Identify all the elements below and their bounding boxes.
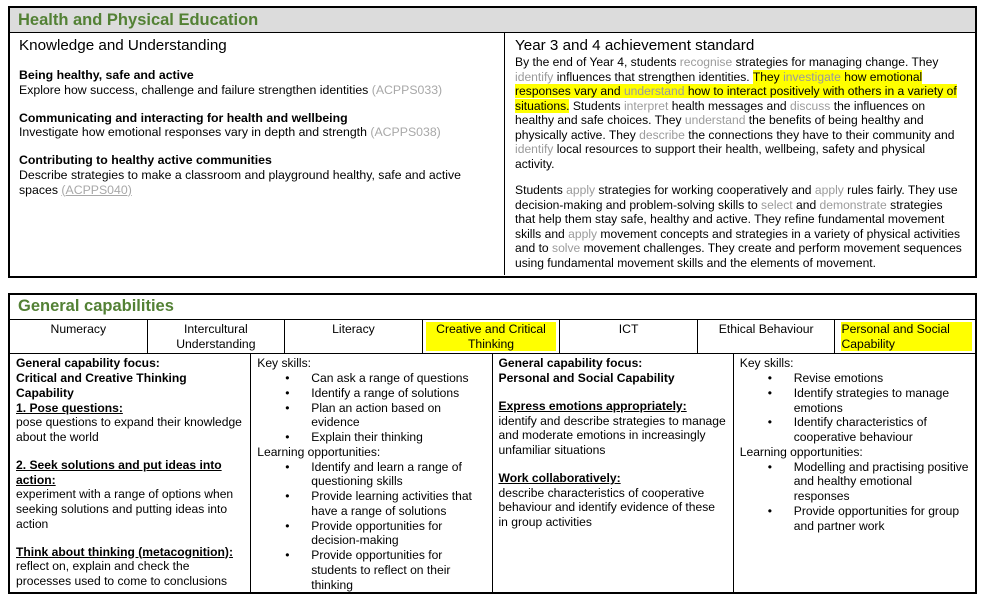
bullet-icon: • (767, 371, 772, 386)
bullet-item (740, 386, 969, 416)
body-text: strategies for managing change. They (732, 55, 939, 69)
cognition-verb-text: apply (568, 226, 598, 241)
capability-text-text: experiment with a range of options when seeking solutions and putting ideas into action (16, 487, 234, 531)
capability-spacer (16, 532, 244, 545)
capabilities-title-row (10, 295, 975, 320)
highlighted-text: understand (623, 84, 685, 98)
achievement-cell (505, 33, 975, 275)
highlighted-text: They (752, 69, 784, 84)
capability-header-label: ICT (618, 322, 639, 336)
knowledge-cell (10, 33, 505, 275)
bullet-icon: • (285, 430, 290, 445)
body-text: the influences on healthy and safe choices. They (515, 98, 926, 127)
bullet-icon: • (767, 503, 772, 518)
bullet-item (257, 401, 485, 431)
strand-title: Contributing to healthy active communities (19, 153, 272, 167)
bullet-icon: • (767, 459, 772, 474)
hpe-title-bar (10, 8, 975, 33)
capability-header-cell (698, 320, 836, 353)
capability-header-label-highlighted: Creative and Critical Thinking (426, 322, 557, 351)
strand-description (19, 83, 495, 98)
cognition-verb-text: discuss (790, 98, 831, 113)
curriculum-code: (ACPPS038) (370, 125, 441, 140)
achievement-paragraph-1 (515, 55, 965, 171)
cognition-verb-text: demonstrate (819, 197, 887, 212)
bullet-text: Explain their thinking (311, 430, 423, 445)
bullet-text: Provide opportunities for decision-making (311, 518, 443, 548)
capability-column (493, 354, 734, 594)
bullet-text: Identify strategies to manage emotions (793, 385, 950, 415)
highlighted-text: investigate (783, 69, 841, 84)
body-text: local resources to support their health, wellbeing, safety and physical activity. (515, 142, 926, 171)
capabilities-title: General capabilities (18, 297, 174, 315)
capability-label-text: Learning opportunities: (739, 444, 863, 459)
capability-header-cell (148, 320, 286, 353)
cognition-verb-text: apply (566, 183, 596, 197)
bullet-text: Identify and learn a range of questioning skills (311, 459, 462, 489)
body-text: Students (515, 183, 567, 197)
highlighted-text: how to interact positively with others in a variety of situations. (515, 84, 957, 113)
body-text: rules fairly. They use decision-making and problem-solving skills to (515, 183, 958, 212)
bullet-text: Revise emotions (793, 371, 884, 386)
body-text: strategies for working cooperatively and (595, 183, 815, 197)
capability-spacer (16, 445, 244, 458)
strand-description (19, 125, 495, 140)
cognition-verb-text: describe (639, 127, 685, 142)
hpe-body (10, 33, 975, 275)
capability-heading-text: 1. Pose questions: (16, 400, 123, 415)
bullet-item (257, 371, 485, 386)
body-text: By the end of Year 4, students (515, 55, 680, 69)
bullet-item (740, 504, 969, 534)
body-text: influences that strengthen identities. (553, 69, 753, 84)
bullet-icon: • (767, 385, 772, 400)
achievement-heading: Year 3 and 4 achievement standard (515, 37, 755, 54)
bullet-item (740, 371, 969, 386)
bullet-icon: • (285, 385, 290, 400)
capability-header-cell (835, 320, 975, 353)
capability-bold-text: Personal and Social Capability (498, 371, 675, 386)
strand-text: Explore how success, challenge and failure strengthen identities (19, 82, 372, 97)
strand-title: Communicating and interacting for health and wellbeing (19, 110, 348, 125)
cognition-verb-text: recognise (679, 55, 733, 69)
knowledge-heading: Knowledge and Understanding (19, 37, 227, 54)
bullet-item (740, 460, 969, 504)
hpe-title: Health and Physical Education (18, 10, 259, 29)
cognition-verb-text: identify (515, 142, 554, 156)
strand-description (19, 168, 495, 198)
body-text: and (792, 197, 820, 212)
bullet-text: Can ask a range of questions (311, 371, 469, 386)
capability-header-label: Intercultural Understanding (176, 322, 256, 351)
strand-item (19, 153, 495, 197)
strand-text: Investigate how emotional responses vary in depth and strength (19, 125, 371, 140)
capability-header-label: Numeracy (50, 322, 107, 336)
capabilities-section (8, 293, 977, 594)
capability-heading-text: Express emotions appropriately: (498, 398, 687, 413)
bullet-text: Identify characteristics of cooperative behaviour (793, 415, 927, 445)
capability-bold-text: General capability focus: (498, 356, 643, 371)
capabilities-body-row (10, 354, 975, 594)
capability-header-label: Literacy (332, 322, 375, 336)
body-text: movement concepts and strategies in a variety of physical activities and to (515, 226, 961, 255)
capability-header-cell (10, 320, 148, 353)
cognition-verb-text: solve (552, 241, 581, 255)
capability-bold-text: General capability focus: (16, 356, 160, 371)
body-text: health messages and (668, 98, 791, 113)
bullet-item (257, 386, 485, 401)
capability-spacer (499, 458, 727, 471)
capabilities-header-row (10, 320, 975, 354)
bullet-item (257, 460, 485, 490)
bullet-text: Plan an action based on evidence (311, 400, 442, 430)
bullet-text: Identify a range of solutions (311, 385, 460, 400)
hpe-section (8, 6, 977, 278)
bullet-text: Provide learning activities that have a range of solutions (311, 489, 472, 518)
curriculum-code: (ACPPS033) (371, 82, 443, 97)
bullet-item (257, 548, 485, 592)
bullet-icon: • (285, 371, 290, 386)
capability-header-label: Ethical Behaviour (718, 322, 814, 336)
bullet-text: Provide opportunities for group and partner work (793, 503, 960, 533)
bullet-item (257, 430, 485, 445)
capability-column (251, 354, 492, 594)
bullet-icon: • (285, 400, 290, 415)
capability-header-label-highlighted: Personal and Social Capability (841, 322, 972, 351)
capability-header-cell (560, 320, 698, 353)
capability-text-text: identify and describe strategies to manage and moderate emotions in increasingly unfamiliar situations (498, 413, 726, 458)
strand-text: Describe strategies to make a classroom and playground healthy, safe and active spaces (19, 167, 462, 197)
capability-label-text: Key skills: (739, 356, 794, 371)
cognition-verb-text: understand (684, 113, 746, 127)
strand-item (19, 111, 495, 141)
capability-heading-text: 2. Seek solutions and put ideas into action: (16, 457, 222, 487)
capability-header-cell (423, 320, 561, 353)
cognition-verb-text: identify (515, 69, 554, 84)
highlighted-text: how emotional responses vary and (515, 69, 923, 98)
bullet-item (257, 489, 485, 519)
body-text: the connections they have to their community and (684, 127, 955, 142)
bullet-item (257, 519, 485, 549)
capability-label-text: Key skills: (257, 356, 312, 371)
strand-item (19, 68, 495, 98)
capability-header-cell (285, 320, 423, 353)
capability-text-text: pose questions to expand their knowledge about the world (16, 415, 242, 445)
capability-text-text: describe characteristics of cooperative behaviour and identify evidence of these in group activities (498, 485, 715, 530)
bullet-text: Provide opportunities for students to reflect on their thinking (311, 548, 451, 592)
capability-column (10, 354, 251, 594)
capability-heading-text: Work collaboratively: (498, 470, 621, 485)
cognition-verb-text: interpret (623, 98, 669, 113)
cognition-verb-text: apply (814, 183, 844, 197)
capability-label-text: Learning opportunities: (257, 444, 381, 459)
strand-title: Being healthy, safe and active (19, 68, 194, 82)
body-text: Students (569, 98, 624, 113)
capability-column (734, 354, 975, 594)
bullet-item (740, 415, 969, 445)
capability-heading-text: Think about thinking (metacognition): (16, 544, 233, 559)
bullet-icon: • (285, 489, 290, 504)
capability-spacer (499, 386, 727, 399)
capability-bold-text: Critical and Creative Thinking Capability (16, 371, 187, 400)
body-text: strategies that help them stay safe, healthy and active. They refine fundamental movement skills and (515, 197, 945, 241)
cognition-verb-text: select (761, 197, 793, 212)
capability-text-text: reflect on, explain and check the processes used to come to conclusions (16, 559, 228, 589)
body-text: the benefits of being healthy and physically active. They (515, 113, 924, 142)
bullet-icon: • (285, 548, 290, 563)
bullet-icon: • (285, 518, 290, 533)
achievement-paragraph-2 (515, 183, 965, 270)
bullet-icon: • (767, 415, 772, 430)
body-text: movement challenges. They create and perform movement sequences using fundamental movement skills and the elements of movement. (515, 241, 962, 270)
bullet-text: Modelling and practising positive and healthy emotional responses (793, 459, 969, 504)
strand-list (19, 68, 495, 197)
bullet-icon: • (285, 459, 290, 474)
curriculum-code-link[interactable]: (ACPPS040) (61, 182, 132, 197)
